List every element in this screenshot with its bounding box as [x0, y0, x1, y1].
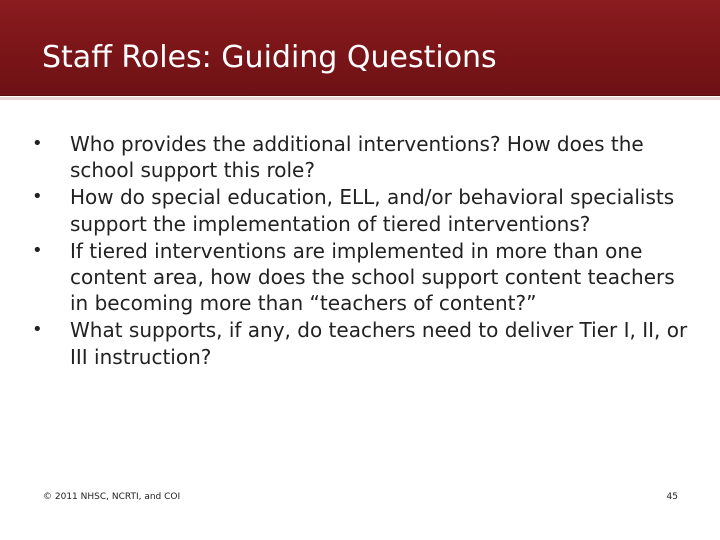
bullet-item: [30, 184, 690, 236]
bullet-item: [30, 131, 690, 183]
footer-copyright: © 2011 NHSC, NCRTI, and COI: [43, 492, 181, 502]
bullet-icon: •: [32, 186, 43, 208]
title-bar: [0, 0, 720, 103]
bullet-text: What supports, if any, do teachers need to deliver Tier I, II, or III instruction?: [70, 318, 688, 369]
footer-page-number: 45: [666, 492, 678, 502]
bullet-icon: •: [32, 319, 43, 341]
bullet-text: Who provides the additional interventions? How does the school support this role?: [70, 132, 644, 183]
slide-content: [30, 131, 690, 371]
bullet-text: If tiered interventions are implemented in more than one content area, how does the school support content teachers in becoming more than “teachers of content?”: [70, 238, 675, 316]
bullet-text: How do special education, ELL, and/or behavioral specialists support the implementation of tiered interventions?: [70, 185, 675, 236]
bullet-icon: •: [32, 239, 43, 261]
title-divider: [0, 97, 720, 100]
bullet-item: [30, 317, 690, 369]
bullet-icon: •: [32, 133, 43, 154]
bullet-list: [30, 131, 690, 370]
bullet-item: [30, 238, 690, 317]
slide-title: Staff Roles: Guiding Questions: [42, 40, 497, 75]
